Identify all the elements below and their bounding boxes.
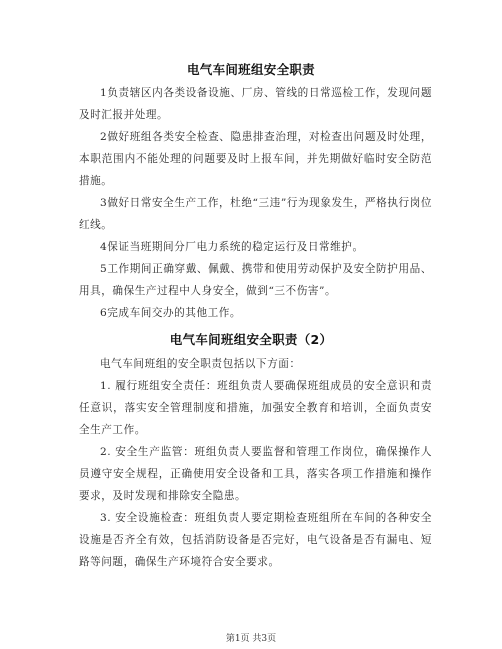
paragraph: 1. 履行班组安全责任：班组负责人要确保班组成员的安全意识和责任意识，落实安全管理制度和措施，加强安全教育和培训，全面负责安全生产工作。 (79, 380, 432, 436)
paragraph: 6完成车间交办的其他工作。 (100, 307, 242, 319)
paragraph: 电气车间班组的安全职责包括以下方面： (100, 358, 301, 370)
paragraph: 2做好班组各类安全检查、隐患排查治理，对检查出问题及时处理，本职范围内不能处理的问题要及时上报车间，并先期做好临时安全防范措施。 (79, 131, 432, 187)
section-title: 电气车间班组安全职责（2） (169, 332, 333, 347)
paragraph: 3. 安全设施检查：班组负责人要定期检查班组所在车间的各种安全设施是否齐全有效，包括消防设备是否完好，电气设备是否有漏电、短路等问题，确保生产环境符合安全要求。 (79, 512, 432, 568)
paragraph: 2. 安全生产监管：班组负责人要监督和管理工作岗位，确保操作人员遵守安全规程，正确使用安全设备和工具，落实各项工作措施和操作要求，及时发现和排除安全隐患。 (79, 446, 432, 502)
paragraph: 1负责辖区内各类设备设施、厂房、管线的日常巡检工作，发现问题及时汇报并处理。 (79, 87, 432, 121)
page-number: 第1页 共3页 (225, 634, 277, 644)
paragraph: 5工作期间正确穿戴、佩戴、携带和使用劳动保护及安全防护用品、用具，确保生产过程中人身安全，做到“三不伤害”。 (79, 263, 432, 297)
paragraph: 3做好日常安全生产工作，杜绝“三违”行为现象发生，严格执行岗位红线。 (79, 197, 432, 231)
section-title: 电气车间班组安全职责 (186, 62, 315, 77)
paragraph: 4保证当班期间分厂电力系统的稳定运行及日常维护。 (100, 241, 364, 253)
